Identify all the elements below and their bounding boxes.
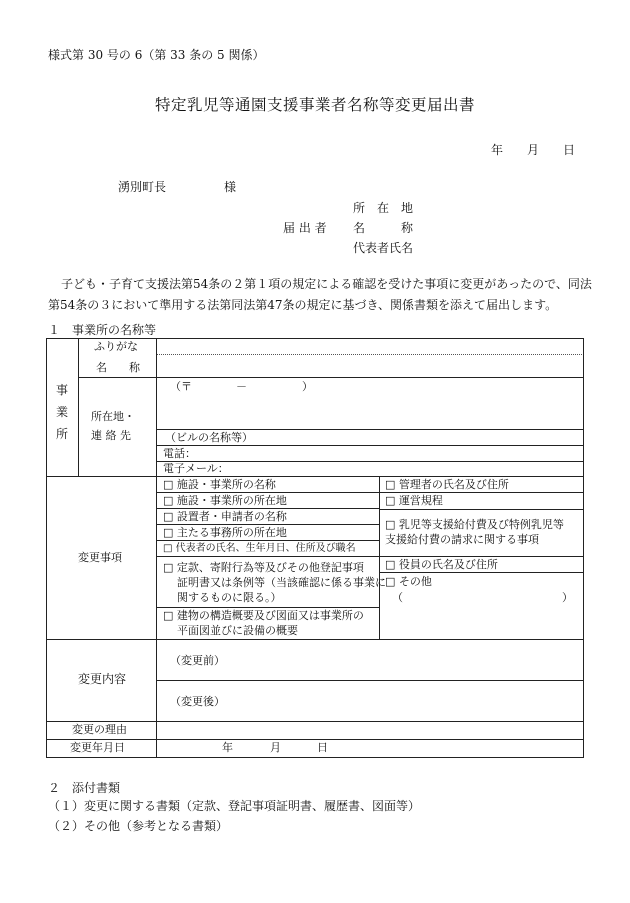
postal-code-field: （〒 － ） bbox=[170, 380, 313, 393]
intro-line-2: 第54条の３において準用する法第同法第47条の規定に基づき、関係書類を添えて届出します。 bbox=[48, 298, 558, 312]
date-month-label: 月 bbox=[527, 143, 540, 157]
office-name-label: 名 称 bbox=[96, 361, 140, 374]
checkbox-manager: □ 管理者の氏名及び住所 bbox=[385, 478, 509, 491]
change-date-label: 変更年月日 bbox=[70, 741, 125, 754]
notifier-label: 届 出 者 bbox=[283, 221, 327, 235]
addressee-honorific: 様 bbox=[224, 180, 237, 194]
checkbox-benefit: □ 乳児等支援給付費及び特例乳児等 支援給付費の請求に関する事項 bbox=[385, 518, 564, 546]
building-name-field: （ビルの名称等） bbox=[165, 431, 253, 444]
email-field: 電子メール： bbox=[163, 462, 229, 475]
checkbox-officers: □ 役員の氏名及び住所 bbox=[385, 558, 498, 571]
change-items-label: 変更事項 bbox=[78, 551, 122, 564]
change-content-label: 変更内容 bbox=[78, 672, 127, 686]
location-label-2: 連 絡 先 bbox=[91, 429, 131, 442]
checkbox-facility-name: □ 施設・事業所の名称 bbox=[163, 478, 276, 491]
checkbox-building: □ 建物の構造概要及び図面又は事業所の 平面図並びに設備の概要 bbox=[163, 609, 364, 637]
address-label: 所 在 地 bbox=[353, 201, 414, 215]
name-label: 名 称 bbox=[353, 221, 414, 235]
addressee-name: 湧別町長 bbox=[118, 180, 167, 194]
checkbox-rules: □ 運営規程 bbox=[385, 494, 443, 507]
checkbox-articles: □ 定款、寄附行為等及びその他登記事項 証明書又は条例等（当該確認に係る事業に 関するものに限る。） bbox=[163, 561, 386, 604]
attachment-item-2: （２）その他（参考となる書類） bbox=[48, 819, 229, 833]
furigana-label: ふりがな bbox=[94, 340, 138, 353]
date-year-label: 年 bbox=[491, 143, 504, 157]
representative-label: 代表者氏名 bbox=[353, 241, 414, 255]
change-date-year: 年 bbox=[222, 741, 233, 754]
document-title: 特定乳児等通園支援事業者名称等変更届出書 bbox=[154, 96, 475, 114]
office-label: 事 業 所 bbox=[55, 383, 68, 441]
checkbox-founder-name: □ 設置者・申請者の名称 bbox=[163, 510, 287, 523]
section1-heading: １ 事業所の名称等 bbox=[48, 323, 157, 337]
form-number: 様式第 30 号の 6（第 33 条の 5 関係） bbox=[48, 48, 265, 62]
section2-heading: ２ 添付書類 bbox=[48, 781, 121, 795]
before-change: （変更前） bbox=[170, 654, 225, 667]
location-label-1: 所在地・ bbox=[91, 410, 135, 423]
checkbox-facility-location: □ 施設・事業所の所在地 bbox=[163, 494, 287, 507]
date-day-label: 日 bbox=[563, 143, 576, 157]
after-change: （変更後） bbox=[170, 695, 225, 708]
change-date-day: 日 bbox=[317, 741, 328, 754]
attachment-item-1: （１）変更に関する書類（定款、登記事項証明書、履歴書、図面等） bbox=[48, 799, 421, 813]
intro-line-1: 子ども・子育て支援法第54条の２第１項の規定による確認を受けた事項に変更があったので、同法 bbox=[61, 277, 592, 291]
other-close-paren: ） bbox=[562, 591, 573, 604]
other-open-paren: （ bbox=[392, 591, 403, 604]
reason-label: 変更の理由 bbox=[72, 723, 127, 736]
checkbox-main-office: □ 主たる事務所の所在地 bbox=[163, 526, 287, 539]
checkbox-other: □ その他 bbox=[385, 575, 432, 588]
change-date-month: 月 bbox=[270, 741, 281, 754]
phone-field: 電話： bbox=[163, 447, 196, 460]
checkbox-representative: □ 代表者の氏名、生年月日、住所及び職名 bbox=[163, 543, 356, 554]
